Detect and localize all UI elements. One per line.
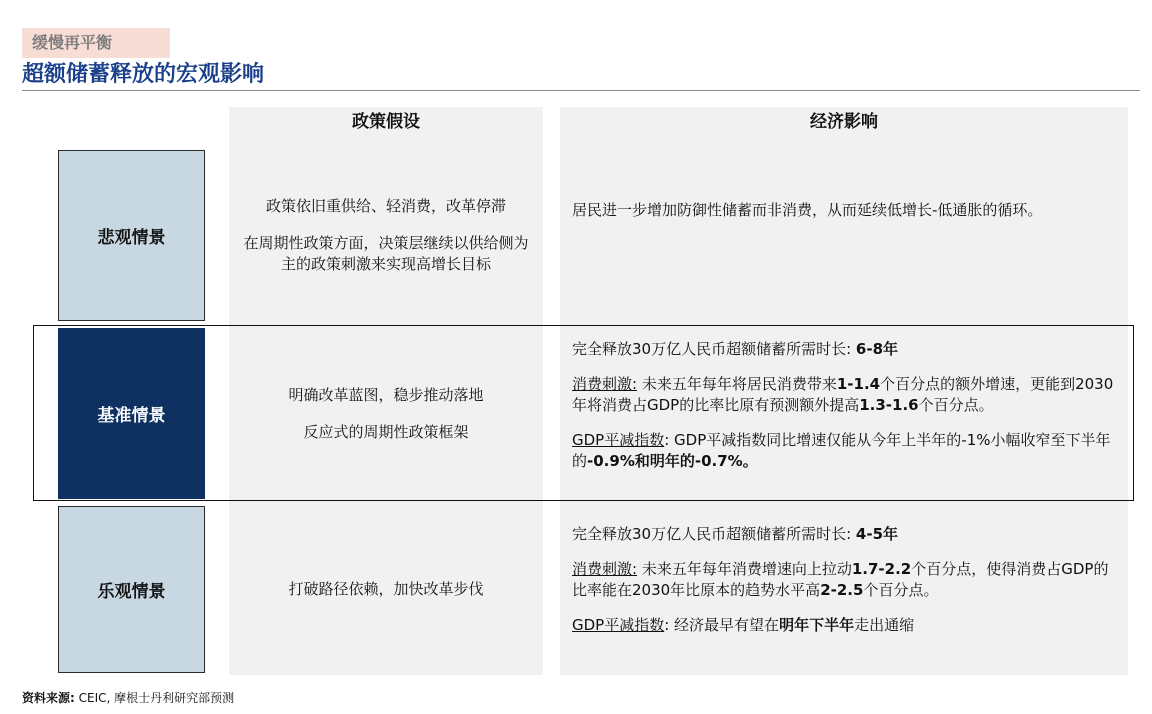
economic-optimistic bbox=[572, 524, 1120, 650]
economic-optimistic-duration: 完全释放30万亿人民币超额储蓄所需时长: 4-5年 bbox=[572, 525, 899, 543]
policy-pessimistic-line-1: 政策依旧重供给、轻消费，改革停滞 bbox=[265, 197, 506, 215]
economic-baseline-deflator: GDP平减指数: GDP平减指数同比增速仅能从今年上半年的-1%小幅收窄至下半年的-0.9%和明年的-0.7%。 bbox=[572, 431, 1111, 470]
policy-column-header: 政策假设 bbox=[352, 112, 420, 132]
economic-baseline-duration: 完全释放30万亿人民币超额储蓄所需时长: 6-8年 bbox=[572, 340, 899, 358]
economic-optimistic-consumption: 消费刺激: 未来五年每年消费增速向上拉动1.7-2.2个百分点，使得消费占GDP的比率能在2030年比原本的趋势水平高2-2.5个百分点。 bbox=[572, 560, 1109, 599]
economic-baseline-consumption: 消费刺激: 未来五年每年将居民消费带来1-1.4个百分点的额外增速，更能到2030年将消费占GDP的比率比原有预测额外提高1.3-1.6个百分点。 bbox=[572, 375, 1114, 414]
economic-pessimistic bbox=[572, 200, 1120, 235]
scenario-optimistic: 乐观情景 bbox=[58, 506, 205, 673]
economic-optimistic-deflator: GDP平减指数: 经济最早有望在明年下半年走出通缩 bbox=[572, 616, 915, 634]
policy-optimistic-line-1: 打破路径依赖，加快改革步伐 bbox=[288, 580, 484, 598]
policy-optimistic bbox=[240, 506, 532, 673]
scenario-pessimistic: 悲观情景 bbox=[58, 150, 205, 321]
baseline-highlight-frame bbox=[33, 325, 1134, 501]
source-note: 资料来源: CEIC, 摩根士丹利研究部预测 bbox=[22, 691, 235, 705]
policy-pessimistic-line-2: 在周期性政策方面，决策层继续以供给侧为主的政策刺激来实现高增长目标 bbox=[243, 234, 529, 273]
scenario-baseline: 基准情景 bbox=[58, 328, 205, 499]
title-divider bbox=[22, 90, 1140, 91]
page-title: 超额储蓄释放的宏观影响 bbox=[22, 62, 265, 87]
policy-pessimistic bbox=[240, 150, 532, 321]
economic-pessimistic-text: 居民进一步增加防御性储蓄而非消费，从而延续低增长-低通胀的循环。 bbox=[572, 201, 1043, 219]
policy-baseline-line-1: 明确改革蓝图，稳步推动落地 bbox=[288, 385, 484, 404]
policy-baseline-line-2: 反应式的周期性政策框架 bbox=[303, 422, 469, 441]
economic-column-header: 经济影响 bbox=[810, 112, 878, 132]
section-tag: 缓慢再平衡 bbox=[22, 28, 170, 58]
